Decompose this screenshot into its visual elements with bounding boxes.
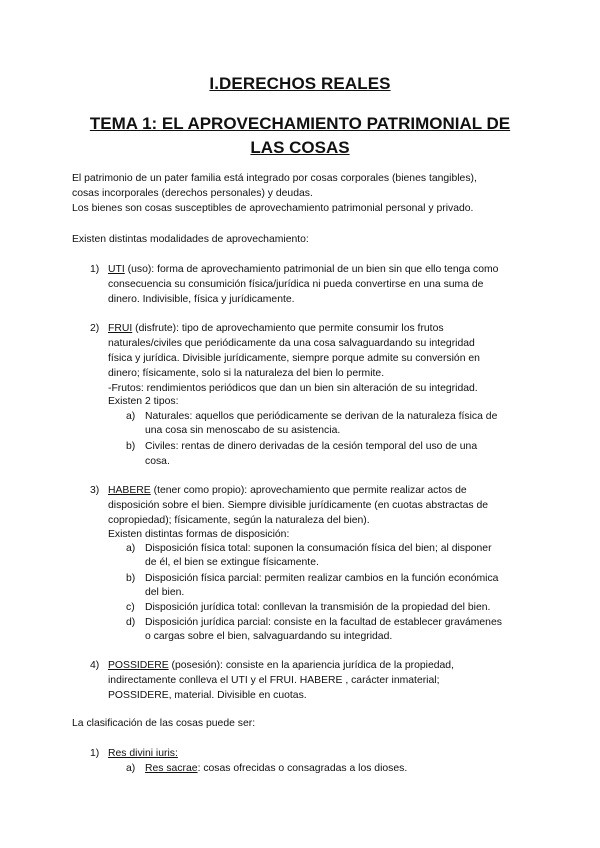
list-item-frui: FRUI (disfrute): tipo de aprovechamiento que permite consumir los frutos [108,323,444,334]
sublist-item-line: o cargas sobre el bien, salvaguardando su integridad. [145,631,393,642]
list-item-line: POSSIDERE, material. Divisible en cuotas. [108,690,307,701]
topic-title-line-1: TEMA 1: EL APROVECHAMIENTO PATRIMONIAL DE [89,114,511,133]
term-uti: UTI [108,264,125,275]
list-item-line: Existen distintas formas de disposición: [108,529,290,540]
sublist-letter: a) [126,411,136,422]
list-item-possidere: POSSIDERE (posesión): consiste en la apariencia jurídica de la propiedad, [108,660,454,671]
sublist-item-line: una cosa sin menoscabo de su asistencia. [145,425,341,436]
list-item-line: Existen 2 tipos: [108,396,179,407]
intro-line-2: cosas incorporales (derechos personales) y deudas. [72,188,313,199]
modalidades-intro: Existen distintas modalidades de aprovechamiento: [72,234,309,245]
sublist-item-juridica-total: Disposición jurídica total: conllevan la transmisión de la propiedad del bien. [145,602,491,613]
list-item-line: disposición sobre el bien. Siempre divisible jurídicamente (en cuotas abstractas de [108,500,489,511]
list-number: 2) [90,323,100,334]
intro-line-1: El patrimonio de un pater familia está integrado por cosas corporales (bienes tangibles), [72,173,477,184]
sublist-letter: d) [126,617,136,628]
sublist-item-fisica-parcial: Disposición física parcial: permiten realizar cambios en la función económica [145,573,499,584]
list-item-habere: HABERE (tener como propio): aprovechamiento que permite realizar actos de [108,485,467,496]
sublist-item-line: cosa. [145,456,170,467]
list-item-line: consecuencia su consumición física/jurídica ni pueda convertirse en una suma de [108,279,484,290]
list-item-line: dinero. Indivisible, física y jurídicamente. [108,294,295,305]
page-title: I.DERECHOS REALES [209,74,391,93]
term-frui: FRUI [108,323,133,334]
sublist-letter: a) [126,763,136,774]
list-item-line: copropiedad); físicamente, según la naturaleza del bien). [108,515,370,526]
term-possidere: POSSIDERE [108,660,169,671]
sublist-letter: b) [126,573,136,584]
sublist-letter: b) [126,441,136,452]
sublist-item-line: del bien. [145,587,185,598]
sublist-item-civiles: Civiles: rentas de dinero derivadas de la cesión temporal del uso de una [145,441,478,452]
list-item-line: -Frutos: rendimientos periódicos que dan un bien sin alteración de su integridad. [108,383,478,394]
sublist-letter: c) [126,602,135,613]
sublist-item-fisica-total: Disposición física total: suponen la consumación física del bien; al disponer [145,543,492,554]
sublist-item-res-sacrae: Res sacrae: cosas ofrecidas o consagradas a los dioses. [145,763,408,774]
term-res-divini-iuris: Res divini iuris: [108,748,178,759]
list-item-uti: UTI (uso): forma de aprovechamiento patrimonial de un bien sin que ello tenga como [108,264,499,275]
list-number: 4) [90,660,100,671]
list-item-line: dinero; físicamente, solo si la naturaleza del bien lo permite. [108,368,385,379]
sublist-item-line: de él, el bien se extingue físicamente. [145,557,319,568]
sublist-item-juridica-parcial: Disposición jurídica parcial: consiste en la facultad de establecer gravámenes [145,617,502,628]
intro-line-3: Los bienes son cosas susceptibles de aprovechamiento patrimonial personal y privado. [72,203,474,214]
list-number: 3) [90,485,100,496]
list-item-line: naturales/civiles que periódicamente da una cosa salvaguardando su integridad [108,338,475,349]
topic-title [60,112,540,160]
topic-title-line-2: LAS COSAS [250,138,350,157]
term-res-sacrae: Res sacrae [145,763,198,774]
list-number: 1) [90,264,100,275]
term-habere: HABERE [108,485,151,496]
list-item-line: física y jurídica. Divisible jurídicamente, siempre porque admite su conversión en [108,353,480,364]
sublist-letter: a) [126,543,136,554]
list-number: 1) [90,748,100,759]
clasificacion-intro: La clasificación de las cosas puede ser: [72,718,256,729]
sublist-item-naturales: Naturales: aquellos que periódicamente se derivan de la naturaleza física de [145,411,498,422]
list-item-line: indirectamente conlleva el UTI y el FRUI. HABERE , carácter inmaterial; [108,675,440,686]
